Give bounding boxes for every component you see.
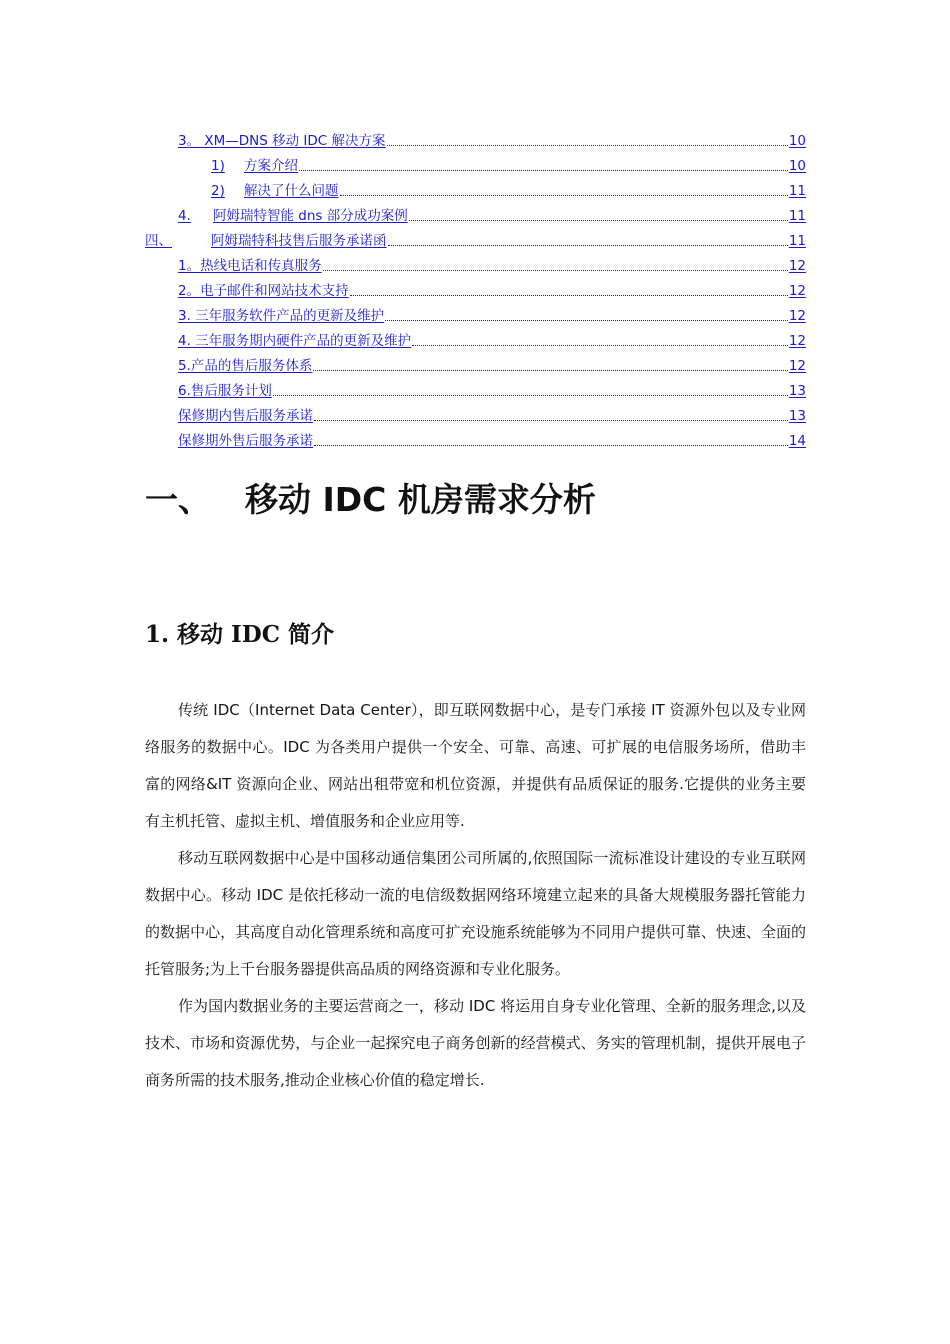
section-number: 一、 — [145, 480, 211, 519]
toc-entry[interactable] — [145, 324, 806, 349]
toc-entry[interactable] — [145, 249, 806, 274]
toc-entry[interactable] — [145, 199, 806, 224]
toc-entry-page: 11 — [788, 183, 806, 199]
toc-entry[interactable] — [145, 274, 806, 299]
toc-entry[interactable] — [145, 224, 806, 249]
toc-dot-leader — [385, 320, 788, 321]
paragraph: 作为国内数据业务的主要运营商之一，移动 IDC 将运用自身专业化管理、全新的服务理念,以及技术、市场和资源优势，与企业一起探究电子商务创新的经营模式、务实的管理机制，提供开展电子商务所需的技术服务,推动企业核心价值的稳定增长. — [145, 997, 806, 1089]
toc-entry-page: 12 — [788, 283, 806, 299]
paragraph: 传统 IDC（Internet Data Center），即互联网数据中心，是专门承接 IT 资源外包以及专业网络服务的数据中心。IDC 为各类用户提供一个安全、可靠、高速、可扩展的电信服务场所，借助丰富的网络&IT 资源向企业、网站出租带宽和机位资源，并提供有品质保证的服务.它提供的业务主要有主机托管、虚拟主机、增值服务和企业应用等. — [145, 701, 806, 830]
toc-entry-title: 3. 三年服务软件产品的更新及维护 — [178, 308, 385, 324]
toc-entry-page: 12 — [788, 258, 806, 274]
toc-entry-page: 11 — [788, 233, 806, 249]
toc-entry-page: 11 — [788, 208, 806, 224]
toc-entry-title: 保修期外售后服务承诺 — [178, 433, 313, 449]
toc-entry-title: 4. 三年服务期内硬件产品的更新及维护 — [178, 333, 412, 349]
toc-entry-title: 5.产品的售后服务体系 — [178, 358, 313, 374]
toc-entry-number: 3。 XM—DNS 移动 IDC 解决方案 — [178, 133, 386, 149]
toc-dot-leader — [313, 370, 787, 371]
toc-dot-leader — [323, 270, 788, 271]
toc-entry[interactable] — [145, 149, 806, 174]
toc-entry-title: 阿姆瑞特智能 dns 部分成功案例 — [213, 208, 408, 224]
toc-entry-title: 方案介绍 — [244, 158, 298, 174]
toc-entry-page: 12 — [788, 308, 806, 324]
toc-dot-leader — [340, 195, 788, 196]
toc-entry[interactable] — [145, 124, 806, 149]
toc-dot-leader — [314, 445, 788, 446]
toc-entry-title: 1。热线电话和传真服务 — [178, 258, 322, 274]
toc-entry-title: 阿姆瑞特科技售后服务承诺函 — [211, 233, 387, 249]
toc-entry-title: 解决了什么问题 — [244, 183, 339, 199]
toc-entry[interactable] — [145, 349, 806, 374]
toc-entry-page: 12 — [788, 358, 806, 374]
subsection-heading: 1. 移动 IDC 简介 — [145, 621, 335, 648]
toc-entry-title: 2。电子邮件和网站技术支持 — [178, 283, 349, 299]
toc-dot-leader — [387, 145, 788, 146]
toc-entry-page: 10 — [788, 158, 806, 174]
toc-entry-page: 13 — [788, 383, 806, 399]
toc-entry-page: 12 — [788, 333, 806, 349]
toc-dot-leader — [350, 295, 788, 296]
toc-entry-title: 6.售后服务计划 — [178, 383, 272, 399]
toc-dot-leader — [314, 420, 788, 421]
table-of-contents — [145, 124, 806, 449]
body-text — [145, 692, 806, 1099]
toc-entry-number: 1) — [211, 158, 225, 174]
toc-dot-leader — [412, 345, 788, 346]
toc-entry-number: 四、 — [145, 233, 172, 249]
toc-entry[interactable] — [145, 174, 806, 199]
section-title: 移动 IDC 机房需求分析 — [245, 480, 596, 519]
toc-entry[interactable] — [145, 399, 806, 424]
toc-dot-leader — [388, 245, 788, 246]
toc-entry[interactable] — [145, 374, 806, 399]
toc-dot-leader — [273, 395, 788, 396]
toc-entry-page: 10 — [788, 133, 806, 149]
toc-dot-leader — [299, 170, 788, 171]
toc-entry-page: 13 — [788, 408, 806, 424]
toc-entry-page: 14 — [788, 433, 806, 449]
toc-entry[interactable] — [145, 424, 806, 449]
paragraph: 移动互联网数据中心是中国移动通信集团公司所属的,依照国际一流标准设计建设的专业互联网数据中心。移动 IDC 是依托移动一流的电信级数据网络环境建立起来的具备大规模服务器托管能力的数据中心，其高度自动化管理系统和高度可扩充设施系统能够为不同用户提供可靠、快速、全面的托管服务;为上千台服务器提供高品质的网络资源和专业化服务。 — [145, 849, 806, 978]
toc-entry-number: 2) — [211, 183, 225, 199]
toc-entry-title: 保修期内售后服务承诺 — [178, 408, 313, 424]
toc-entry-number: 4. — [178, 208, 191, 224]
section-heading — [145, 474, 596, 521]
toc-entry[interactable] — [145, 299, 806, 324]
toc-dot-leader — [409, 220, 788, 221]
